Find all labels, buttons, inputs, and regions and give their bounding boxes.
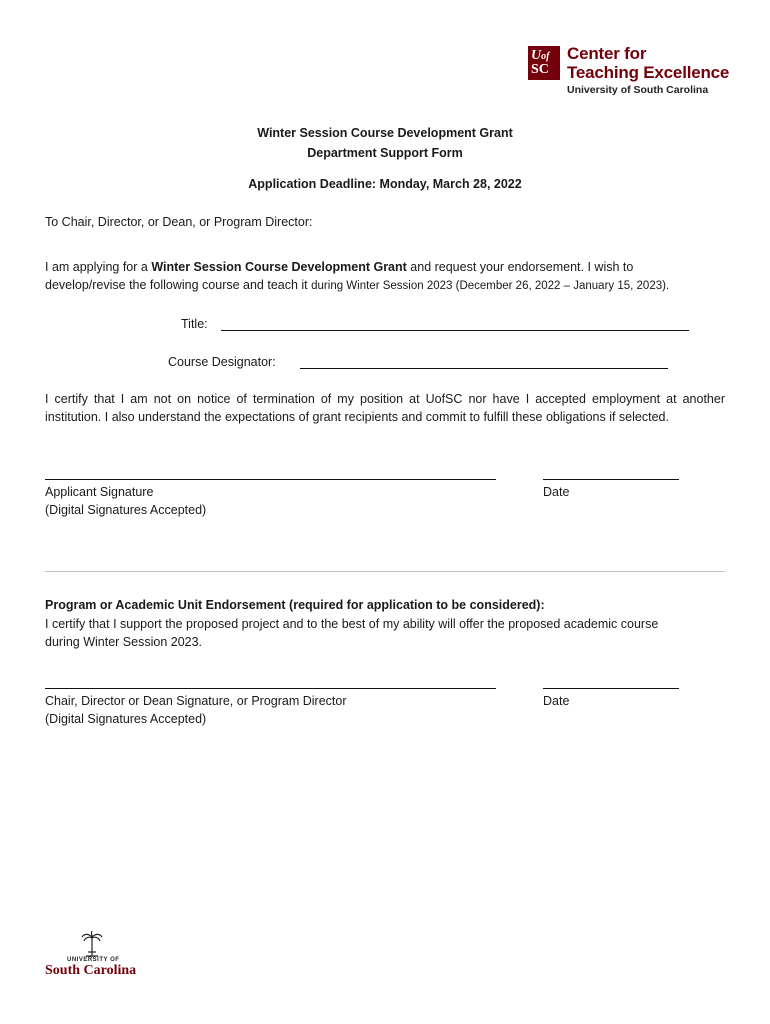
digital-signatures-note: (Digital Signatures Accepted) <box>45 503 207 517</box>
applicant-signature-label: Applicant Signature <box>45 485 154 499</box>
chair-signature-line[interactable] <box>45 688 496 689</box>
palmetto-tree-icon <box>80 930 104 958</box>
course-designator-label: Course Designator: <box>168 355 276 369</box>
chair-signature-label: Chair, Director or Dean Signature, or Program Director <box>45 694 347 708</box>
salutation: To Chair, Director, or Dean, or Program Director: <box>45 215 313 229</box>
applicant-date-line[interactable] <box>543 479 679 480</box>
endorsement-paragraph: I certify that I support the proposed project and to the best of my ability will offer the proposed academic course during Winter Session 2023. <box>45 617 659 649</box>
center-name-line2: Teaching Excellence <box>567 63 730 82</box>
digital-signatures-note-2: (Digital Signatures Accepted) <box>45 712 207 726</box>
chair-date-line[interactable] <box>543 688 679 689</box>
title-label: Title: <box>181 317 208 331</box>
form-title: Winter Session Course Development Grant <box>257 126 513 140</box>
university-name: University of South Carolina <box>567 84 709 96</box>
applicant-signature-line[interactable] <box>45 479 496 480</box>
uofsc-logo-mark: Uof SC <box>528 46 560 80</box>
south-carolina-wordmark: South Carolina <box>45 963 137 978</box>
certify-paragraph: I certify that I am not on notice of termination of my position at UofSC nor have I accepted employment at another institution. I also understand the expectations of grant recipients and commit to fulfill these obligations if selected. <box>45 392 725 424</box>
center-name-line1: Center for <box>567 44 647 63</box>
university-of-label: UNIVERSITY OF <box>67 957 120 963</box>
course-designator-input-line[interactable] <box>300 368 668 369</box>
application-deadline: Application Deadline: Monday, March 28, 2022 <box>248 177 522 191</box>
title-input-line[interactable] <box>221 330 689 331</box>
intro-paragraph: I am applying for a Winter Session Course Development Grant and request your endorsement. I wish to develop/revise the following course and teach it during Winter Session 2023 (December 26, 2022 – January 15, 2023). <box>45 260 670 292</box>
form-subtitle: Department Support Form <box>307 146 463 160</box>
endorsement-heading: Program or Academic Unit Endorsement (required for application to be considered): <box>45 598 545 612</box>
applicant-date-label: Date <box>543 485 570 499</box>
chair-date-label: Date <box>543 694 570 708</box>
section-divider <box>45 571 725 572</box>
